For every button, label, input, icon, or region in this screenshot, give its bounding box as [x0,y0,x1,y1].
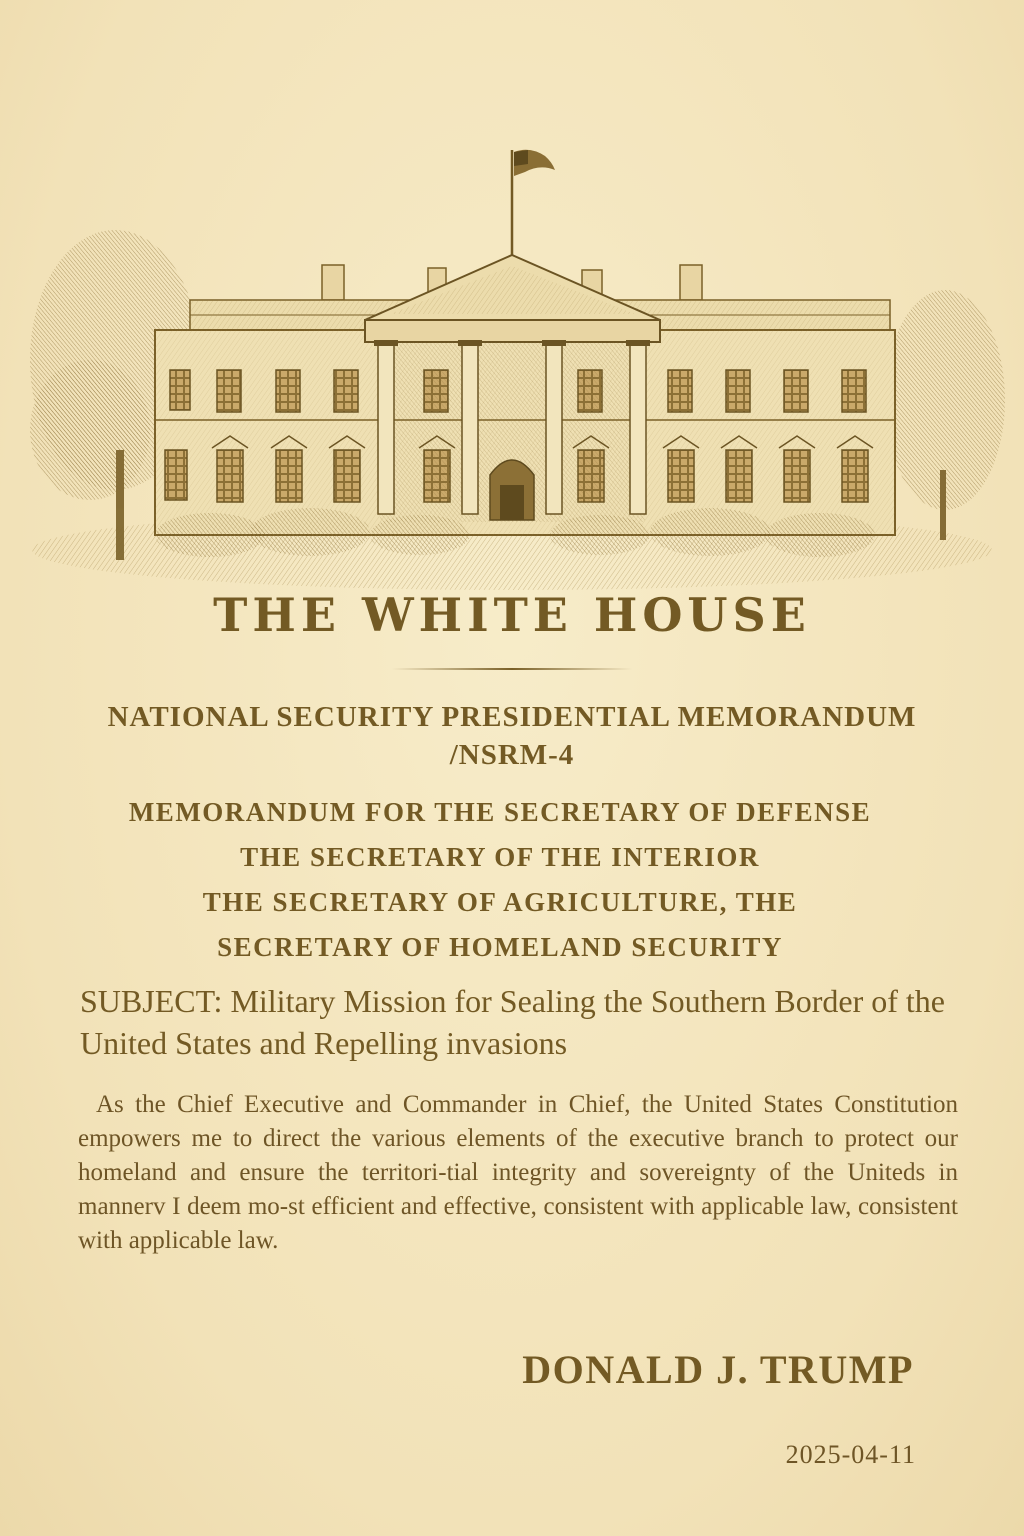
recipient-line: MEMORANDUM FOR THE SECRETARY OF DEFENSE [128,797,872,827]
memorandum-date: 2025-04-11 [785,1440,916,1469]
subject-line: SUBJECT: Military Mission for Sealing the Southern Border of the United States and Repelling invasions [80,983,945,1061]
title-divider [392,668,632,670]
recipients-block [0,790,1000,970]
memorandum-body: As the Chief Executive and Commander in Chief, the United States Constitution empowers me to direct the various elements of the executive branch to protect our homeland and ensure the territori-tial integrity and sovereignty of the Uniteds in mannerv I deem mo-st efficient and effective, consistent with applicable law, consistent with applicable law. [78,1091,958,1254]
memorandum-type-line-1: NATIONAL SECURITY PRESIDENTIAL MEMORANDUM [107,701,917,733]
memorandum-type-line-2: /NSRM-4 [449,739,575,771]
memorandum-type [0,698,1024,774]
right-tree [885,290,1005,540]
page-title: THE WHITE HOUSE [213,588,811,642]
recipient-line: SECRETARY OF HOMELAND SECURITY [217,932,783,962]
signature-name: DONALD J. TRUMP [522,1347,914,1392]
recipient-line: THE SECRETARY OF AGRICULTURE, THE [202,887,798,917]
recipient-line: THE SECRETARY OF THE INTERIOR [240,842,760,872]
white-house-engraving [0,130,1024,600]
